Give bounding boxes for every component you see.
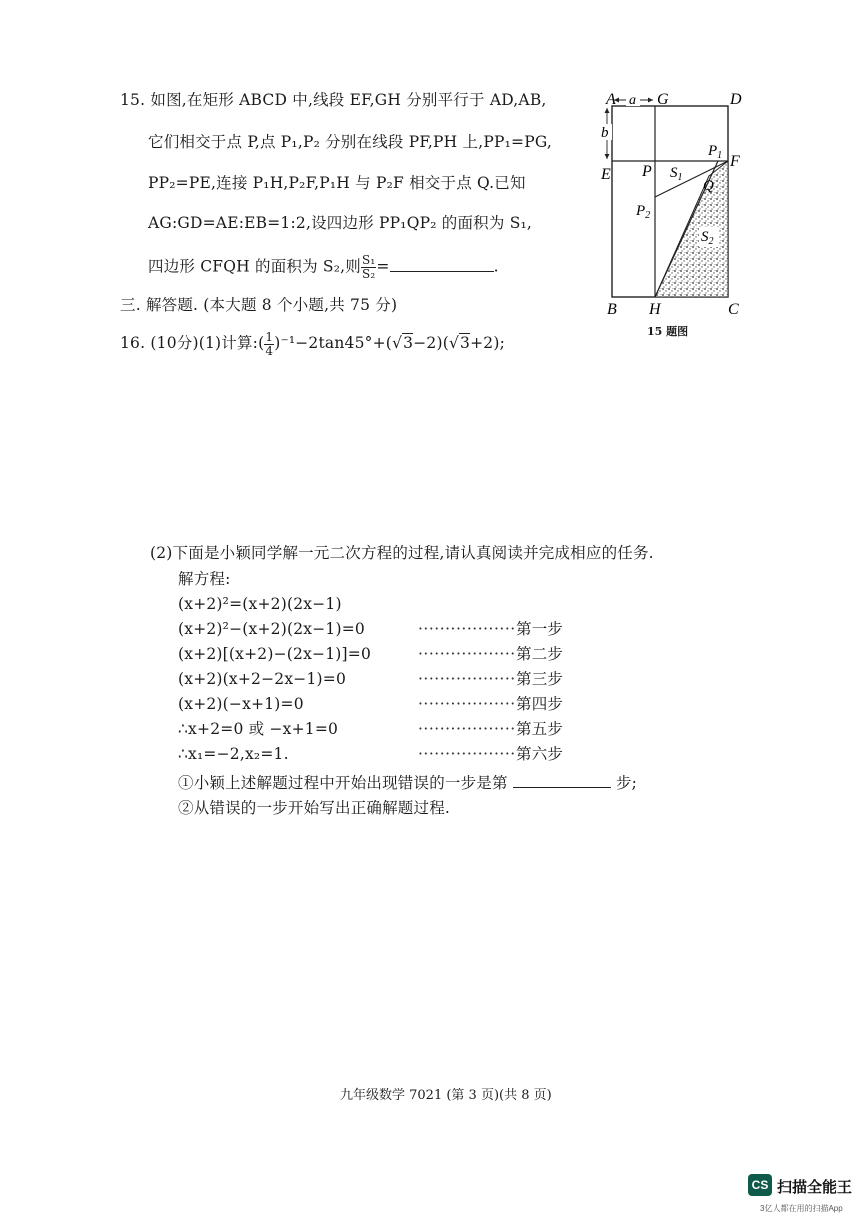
q15-number: 15. xyxy=(120,91,146,109)
period: . xyxy=(493,257,499,276)
step-5-expr: ∴x+2=0 或 −x+1=0 xyxy=(178,720,339,738)
q15-text-1: 如图,在矩形 ABCD 中,线段 EF,GH 分别平行于 AD,AB, xyxy=(150,91,547,109)
q16-part2-intro: (2)下面是小颖同学解一元二次方程的过程,请认真阅读并完成相应的任务. xyxy=(150,544,654,562)
step-1-dots: ·················· xyxy=(418,620,516,638)
task-1 xyxy=(178,773,637,793)
sqrt-3-second: 3 xyxy=(460,334,471,352)
s1-over-s2-fraction xyxy=(361,254,376,281)
label-c: C xyxy=(728,301,739,318)
q15-line-5 xyxy=(148,254,499,281)
fraction-denominator: S₂ xyxy=(361,267,376,281)
fraction-numerator: 1 xyxy=(265,329,274,344)
step-1-expr: (x+2)²−(x+2)(2x−1)=0 xyxy=(178,620,365,638)
step-3-dots: ·················· xyxy=(418,670,516,688)
step-4-expr: (x+2)(−x+1)=0 xyxy=(178,695,304,713)
figure-caption: 15 题图 xyxy=(647,325,689,338)
task-1-answer-blank[interactable] xyxy=(513,787,611,788)
label-p1: $P_1$ xyxy=(708,143,723,161)
step-5-label: 第五步 xyxy=(516,720,564,738)
one-quarter-fraction xyxy=(264,331,274,358)
b-arrow-top-head xyxy=(605,108,610,113)
b-arrow-bottom-head xyxy=(605,154,610,159)
label-g: G xyxy=(657,91,669,108)
label-p: P xyxy=(642,163,652,180)
camscanner-logo: CS xyxy=(748,1174,772,1196)
q16-part1-end: +2); xyxy=(470,334,506,352)
q15-text-5: 四边形 CFQH 的面积为 S₂,则 xyxy=(148,257,361,276)
q16-number: 16. xyxy=(120,334,146,352)
q15-line-3: PP₂=PE,连接 P₁H,P₂F,P₁H 与 P₂F 相交于点 Q.已知 xyxy=(148,174,526,192)
step-3-expr: (x+2)(x+2−2x−1)=0 xyxy=(178,670,347,688)
step-4-label: 第四步 xyxy=(516,695,564,713)
q16-part1-mid: −2)( xyxy=(413,334,449,352)
label-d: D xyxy=(730,91,742,108)
label-b-vertex: B xyxy=(607,301,617,318)
q16-part1-text: (10分)(1)计算:( xyxy=(150,334,265,352)
sqrt-3-first: 3 xyxy=(403,334,414,352)
original-equation: (x+2)²=(x+2)(2x−1) xyxy=(178,595,342,613)
task-1-suffix: 步; xyxy=(615,774,638,792)
q16-part1-exp: )⁻¹−2tan45°+( xyxy=(274,334,393,352)
label-s1: $S_1$ xyxy=(670,165,683,183)
q15-line-1 xyxy=(120,90,547,110)
q15-line-2: 它们相交于点 P,点 P₁,P₂ 分别在线段 PF,PH 上,PP₁=PG, xyxy=(148,133,552,151)
camscanner-name: 扫描全能王 xyxy=(777,1179,853,1196)
label-b-length: b xyxy=(601,125,609,141)
step-6-expr: ∴x₁=−2,x₂=1. xyxy=(178,745,289,763)
task-1-text: ①小颖上述解题过程中开始出现错误的一步是第 xyxy=(178,774,508,792)
step-6-label: 第六步 xyxy=(516,745,564,763)
page-footer: 九年级数学 7021 (第 3 页)(共 8 页) xyxy=(340,1088,552,1103)
solve-label: 解方程: xyxy=(178,570,231,588)
step-1-label: 第一步 xyxy=(516,620,564,638)
step-2-expr: (x+2)[(x+2)−(2x−1)]=0 xyxy=(178,645,372,663)
label-a-length: a xyxy=(629,93,636,108)
label-a-vertex: A xyxy=(606,91,616,108)
step-5-dots: ·················· xyxy=(418,720,516,738)
fraction-numerator: S₁ xyxy=(361,253,376,267)
step-4-dots: ·················· xyxy=(418,695,516,713)
a-arrow-right-head xyxy=(648,98,653,103)
fraction-denominator: 4 xyxy=(265,343,274,358)
step-2-dots: ·················· xyxy=(418,645,516,663)
q15-answer-blank[interactable] xyxy=(390,271,494,272)
task-2: ②从错误的一步开始写出正确解题过程. xyxy=(178,799,451,817)
q16-part1: 16. (10分)(1)计算:( $\frac{1}{4}$ )⁻¹−2tan45°+(√3−2)(√3+2); xyxy=(120,329,506,358)
section-3-title: 三. 解答题. (本大题 8 个小题,共 75 分) xyxy=(120,296,398,314)
label-p2: $P_2$ xyxy=(636,203,651,221)
label-f: F xyxy=(730,153,740,170)
step-2-label: 第二步 xyxy=(516,645,564,663)
q15-figure xyxy=(596,84,756,342)
label-q: Q xyxy=(703,178,714,194)
step-3-label: 第三步 xyxy=(516,670,564,688)
camscanner-tagline: 3亿人都在用的扫描App xyxy=(760,1204,843,1213)
label-h: H xyxy=(649,301,661,318)
q15-line-4: AG:GD=AE:EB=1:2,设四边形 PP₁QP₂ 的面积为 S₁, xyxy=(148,214,533,232)
label-e: E xyxy=(601,166,611,183)
label-s2: $S_2$ xyxy=(701,229,714,247)
step-6-dots: ·················· xyxy=(418,745,516,763)
equals-sign: = xyxy=(376,257,390,276)
